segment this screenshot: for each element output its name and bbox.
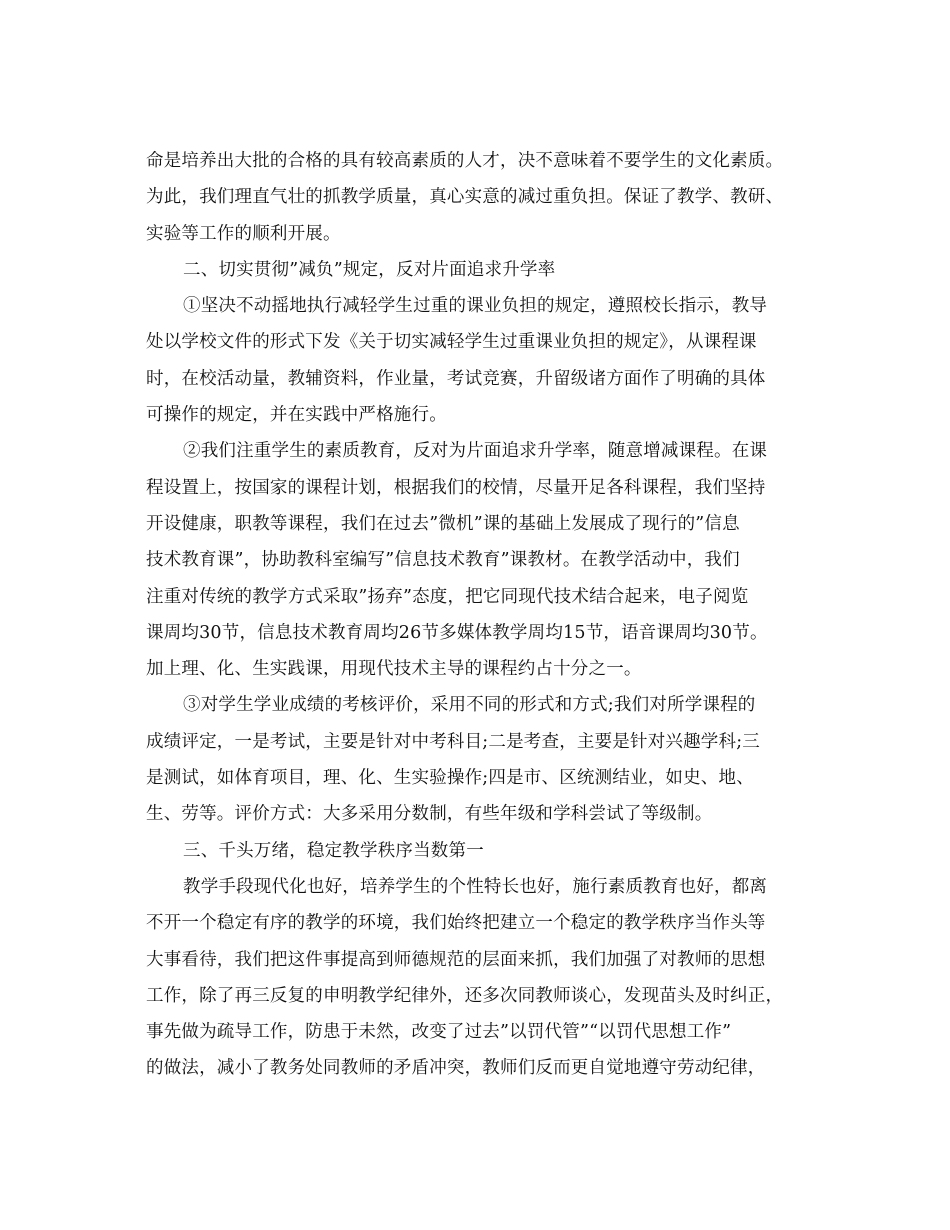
text-line: 加上理、化、生实践课，用现代技术主导的课程约占十分之一。 (146, 659, 642, 680)
text-line: ②我们注重学生的素质教育，反对为片面追求升学率，随意增减课程。在课 (183, 441, 768, 462)
text-line: 开设健康，职教等课程，我们在过去”微机”课的基础上发展成了现行的”信息 (146, 513, 740, 534)
text-line: 成绩评定，一是考试，主要是针对中考科目;二是考查，主要是针对兴趣学科;三 (146, 731, 760, 752)
text-line: 处以学校文件的形式下发《关于切实减轻学生过重课业负担的规定》，从课程课 (146, 332, 757, 353)
text-line: 为此，我们理直气壮的抓教学质量，真心实意的减过重负担。保证了教学、教研、 (146, 187, 784, 208)
text-line: 生、劳等。评价方式：大多采用分数制，有些年级和学科尝试了等级制。 (146, 804, 713, 825)
document-body (146, 143, 810, 1087)
text-line: ③对学生学业成绩的考核评价，采用不同的形式和方式;我们对所学课程的 (183, 695, 756, 716)
text-line: 工作，除了再三反复的申明教学纪律外，还多次同教师谈心，发现苗头及时纠正， (146, 985, 784, 1006)
text-line: 技术教育课”，协助教科室编写”信息技术教育”课教材。在教学活动中，我们 (146, 550, 740, 571)
text-line: ①坚决不动摇地执行减轻学生过重的课业负担的规定，遵照校长指示，教导 (183, 296, 768, 317)
text-line: 的做法，减小了教务处同教师的矛盾冲突，教师们反而更自觉地遵守劳动纪律， (146, 1058, 766, 1079)
text-line: 时，在校活动量，教辅资料，作业量，考试竞赛，升留级诸方面作了明确的具体 (146, 368, 766, 389)
text-line: 可操作的规定，并在实践中严格施行。 (146, 405, 447, 426)
text-line: 命是培养出大批的合格的具有较高素质的人才，决不意味着不要学生的文化素质。 (146, 151, 784, 171)
text-line: 大事看待，我们把这件事提高到师德规范的层面来抓，我们加强了对教师的思想 (146, 949, 766, 970)
text-line: 注重对传统的教学方式采取”扬弃”态度，把它同现代技术结合起来，电子阅览 (146, 586, 749, 607)
text-line: 程设置上，按国家的课程计划，根据我们的校情，尽量开足各科课程，我们坚持 (146, 477, 766, 498)
text-line: 不开一个稳定有序的教学的环境，我们始终把建立一个稳定的教学秩序当作头等 (146, 913, 766, 934)
text-line: 是测试，如体育项目，理、化、生实验操作;四是市、区统测结业，如史、地、 (146, 768, 754, 789)
text-line: 课周均30节，信息技术教育周均26节多媒体教学周均15节，语音课周均30节。 (146, 622, 768, 643)
text-line: 二、切实贯彻”减负”规定，反对片面追求升学率 (183, 259, 556, 280)
text-line: 教学手段现代化也好，培养学生的个性特长也好，施行素质教育也好，都离 (183, 876, 768, 897)
text-line: 事先做为疏导工作，防患于未然，改变了过去”以罚代管”“以罚代思想工作” (146, 1022, 732, 1043)
text-line: 三、千头万绪，稳定教学秩序当数第一 (183, 840, 484, 861)
text-line: 实验等工作的顺利开展。 (146, 223, 341, 244)
